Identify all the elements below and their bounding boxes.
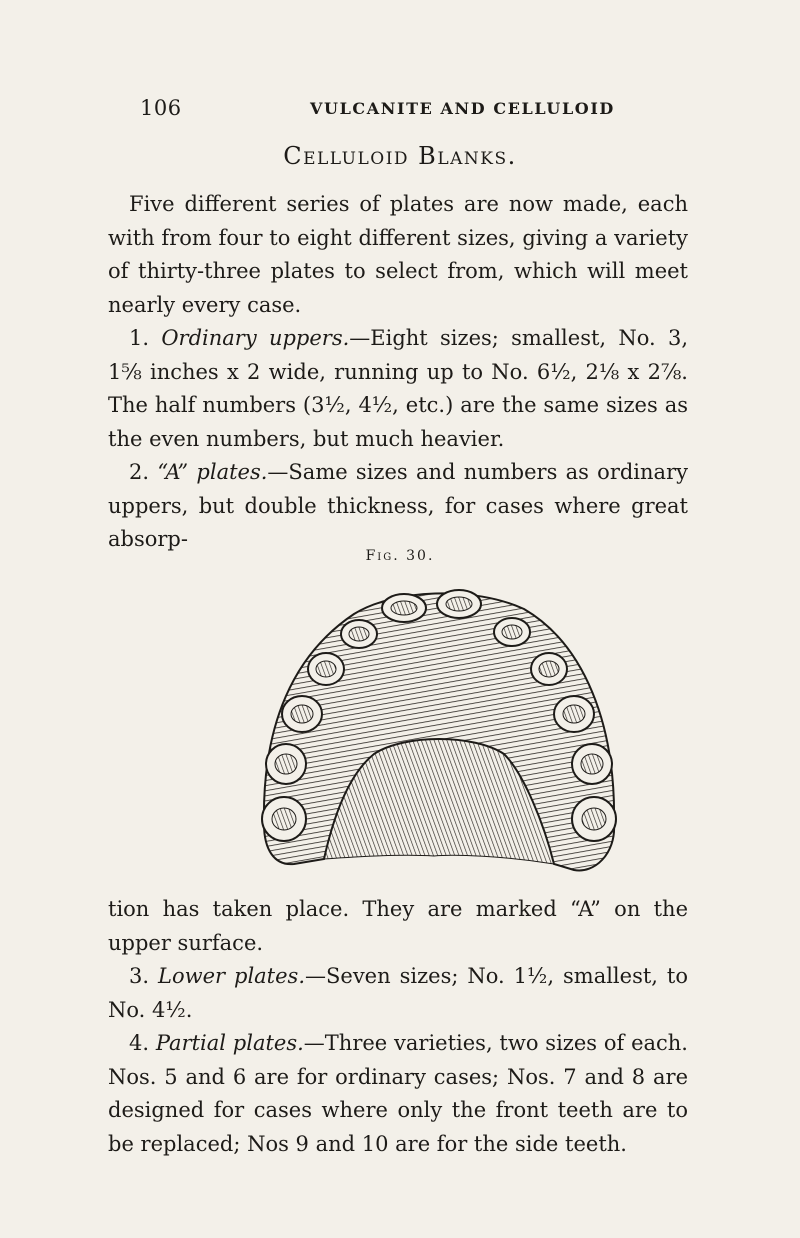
item-partial-plates: 4. Partial plates.—Three varieties, two sizes of each. Nos. 5 and 6 are for ordinary cases; Nos. 7 and 8 are designed for cases where only the front teeth are to be replaced; Nos 9 and 10 are for the side teeth. xyxy=(108,1031,688,1156)
figure-dental-plate xyxy=(254,574,622,876)
figure-label: Fig. 30. xyxy=(365,548,435,564)
running-title: VULCANITE AND CELLULOID xyxy=(310,99,615,118)
item-label: Partial plates. xyxy=(155,1031,304,1055)
text-block-lower xyxy=(108,893,688,1161)
item-label: “A” plates. xyxy=(157,460,268,484)
item-ordinary-uppers: 1. Ordinary uppers.—Eight sizes; smallest, No. 3, 1⅝ inches x 2 wide, running up to No. 6½, 2⅛ x 2⅞. The half numbers (3½, 4½, etc.) are the same sizes as the even numbers, but much heavier. xyxy=(108,326,688,451)
page-header xyxy=(140,96,688,120)
item-a-plates: 2. “A” plates.—Same sizes and numbers as ordinary uppers, but double thickness, for cases where great absorp- xyxy=(108,460,688,551)
section-title: Celluloid Blanks. xyxy=(283,142,517,170)
item-label: Ordinary uppers. xyxy=(161,326,350,350)
text-block-upper xyxy=(108,188,688,557)
item-lower-plates: 3. Lower plates.—Seven sizes; No. 1½, smallest, to No. 4½. xyxy=(108,964,688,1022)
item-a-plates-continued: tion has taken place. They are marked “A” on the upper surface. xyxy=(108,897,688,955)
intro-paragraph: Five different series of plates are now made, each with from four to eight different sizes, giving a variety of thirty-three plates to select from, which will meet nearly every case. xyxy=(108,192,688,317)
page-number: 106 xyxy=(140,96,182,120)
item-label: Lower plates. xyxy=(158,964,305,988)
